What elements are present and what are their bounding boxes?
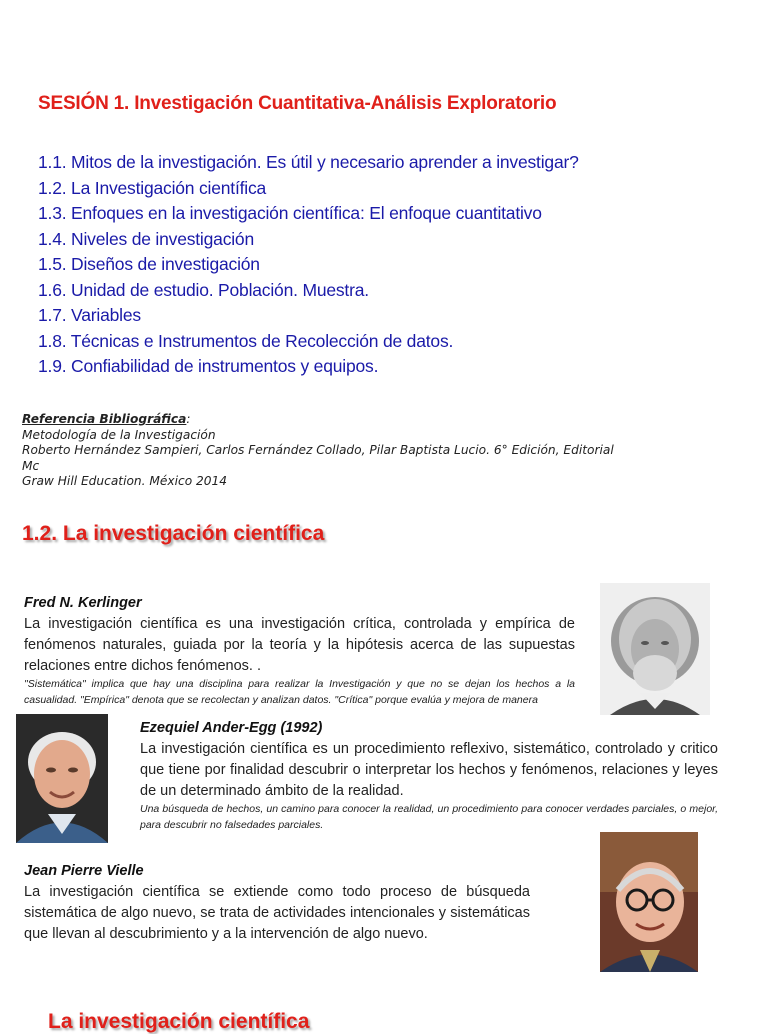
author-name-kerlinger: Fred N. Kerlinger <box>24 595 142 611</box>
toc-item: 1.1. Mitos de la investigación. Es útil y necesario aprender a investigar? <box>38 152 579 172</box>
reference-line: Metodología de la Investigación <box>22 427 216 442</box>
toc-item: 1.4. Niveles de investigación <box>38 228 254 249</box>
toc-item: 1.5. Diseños de investigación <box>38 254 260 274</box>
toc-item: 1.9. Confiabilidad de instrumentos y equipos. <box>38 356 379 376</box>
toc-item: 1.7. Variables <box>38 305 141 325</box>
portrait-kerlinger <box>600 583 710 715</box>
reference-line: Graw Hill Education. México 2014 <box>22 474 228 488</box>
toc-item: 1.6. Unidad de estudio. Población. Muestra. <box>38 279 369 300</box>
author-name-ander-egg: Ezequiel Ander-Egg (1992) <box>140 720 323 736</box>
definition-vielle: La investigación científica se extiende como todo proceso de búsqueda sistemática de algo nuevo, se trata de actividades intencionales y sistemáticas que llevan al descubrimiento y a la intervención de algo nuevo. <box>24 884 530 942</box>
reference-heading: Referencia Bibliográfica <box>22 412 187 426</box>
session-title: SESIÓN 1. Investigación Cuantitativa-Análisis Exploratorio <box>38 93 557 114</box>
definition-kerlinger: La investigación científica es una investigación crítica, controlada y empírica de fenómenos naturales, guiada por la teoría y la hipótesis acerca de las supuestas relaciones entre dichos fenómenos. . <box>24 616 575 674</box>
author-name-vielle: Jean Pierre Vielle <box>24 863 144 879</box>
note-ander-egg: Una búsqueda de hechos, un camino para conocer la realidad, un procedimiento para conocer verdades parciales, o mejor, para descubrir no falsedades parciales. <box>140 803 718 831</box>
portrait-ander-egg <box>16 714 108 843</box>
table-of-contents <box>38 150 579 380</box>
toc-item: 1.3. Enfoques en la investigación científica: El enfoque cuantitativo <box>38 203 542 223</box>
section-heading: 1.2. La investigación científica <box>22 522 325 545</box>
portrait-vielle <box>600 832 698 972</box>
toc-item: 1.8. Técnicas e Instrumentos de Recolección de datos. <box>38 330 454 351</box>
bibliographic-reference <box>22 412 622 490</box>
toc-item: 1.2. La Investigación científica <box>38 177 267 198</box>
bottom-heading: La investigación científica <box>48 1010 310 1033</box>
note-kerlinger: "Sistemática" implica que hay una disciplina para realizar la Investigación y que no se dejan los hechos a la casualidad. "Empírica" denota que se recolectan y analizan datos. "Crítica" porque evalúa y mejora de manera <box>24 678 575 706</box>
reference-line: Roberto Hernández Sampieri, Carlos Fernández Collado, Pilar Baptista Lucio. 6° Edición, Editorial Mc <box>22 443 614 473</box>
definition-ander-egg: La investigación científica es un procedimiento reflexivo, sistemático, controlado y critico que tiene por finalidad descubrir o interpretar los hechos y fenómenos, relaciones y leyes de un determinado ámbito de la realidad. <box>140 741 718 799</box>
reference-heading-suffix: : <box>186 412 191 426</box>
